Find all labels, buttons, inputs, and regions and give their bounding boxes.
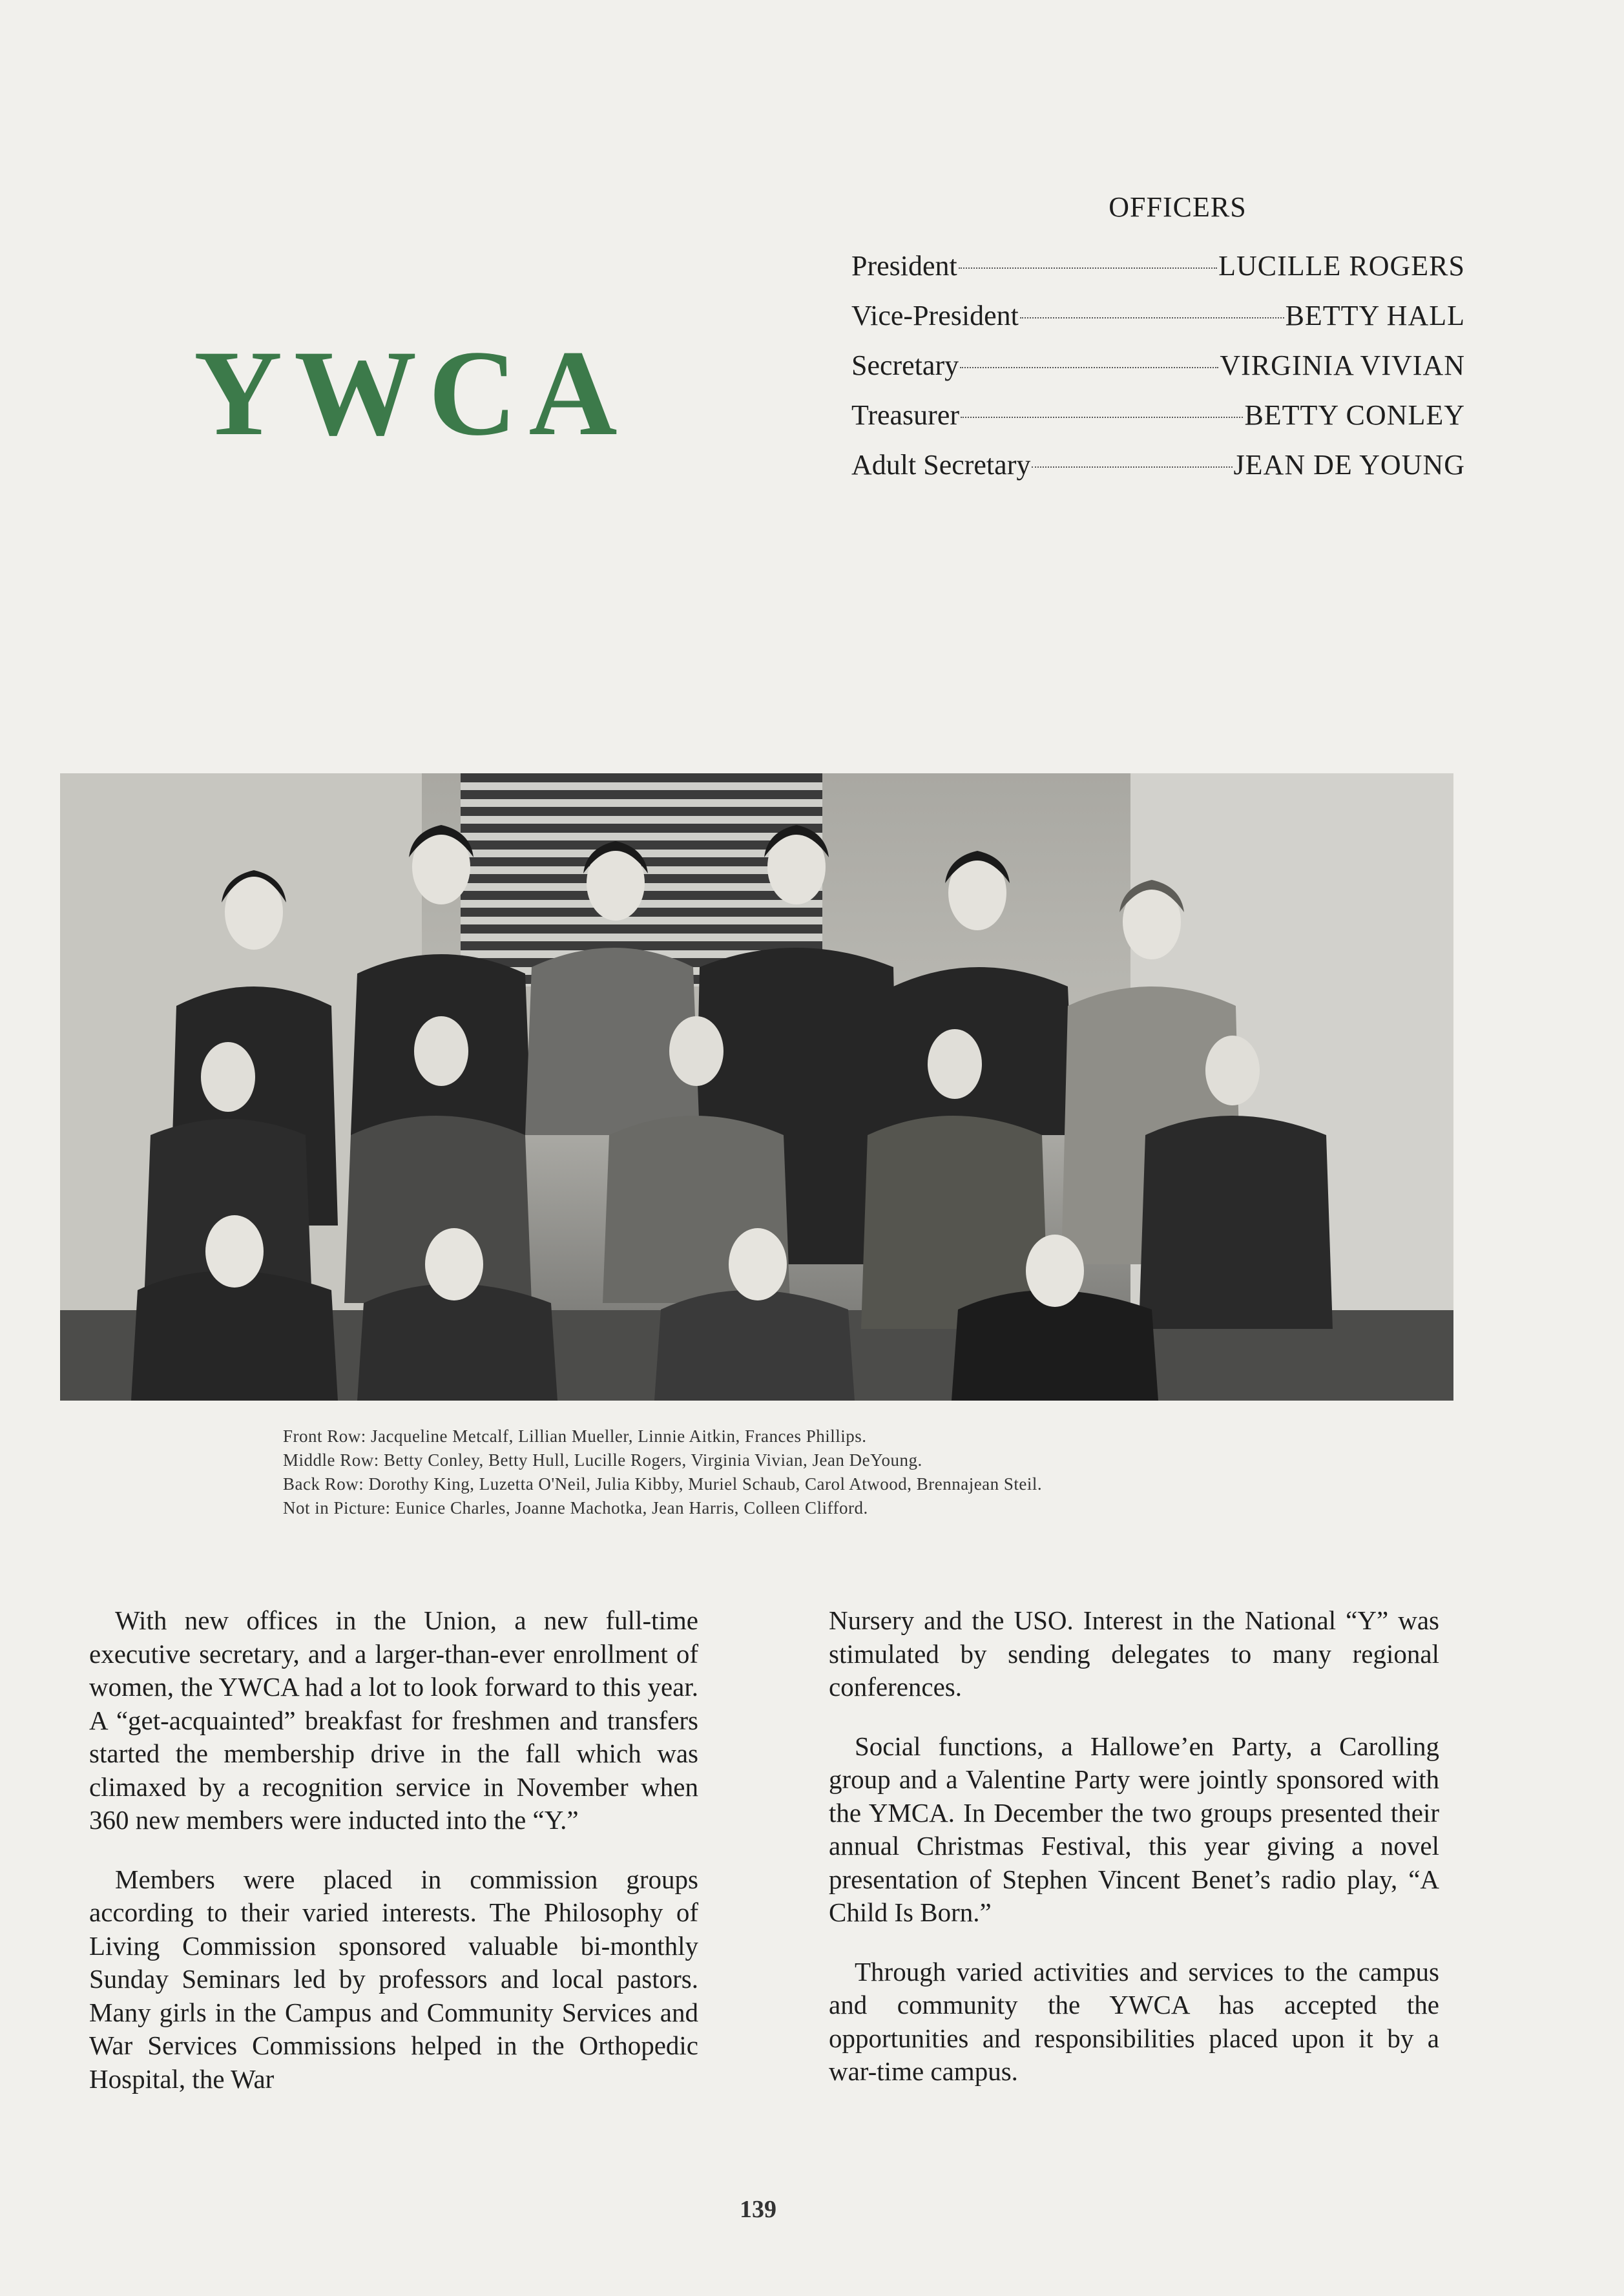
page-number: 139: [740, 2196, 776, 2223]
photo-caption: [283, 1425, 1042, 1520]
photo-figures: [60, 773, 1453, 1401]
officer-row-secretary: [851, 349, 1465, 399]
caption-middle-row: Middle Row: Betty Conley, Betty Hull, Lucille Rogers, Virginia Vivian, Jean DeYoung.: [283, 1450, 922, 1470]
officers-heading: OFFICERS: [1109, 191, 1247, 223]
caption-front-row: Front Row: Jacqueline Metcalf, Lillian Mueller, Linnie Aitkin, Frances Phillips.: [283, 1426, 867, 1446]
page-title: YWCA: [194, 326, 629, 461]
body-paragraph: Members were placed in commission groups according to their varied interests. The Philosophy of Living Commission sponsored valuable bi-monthly Sunday Seminars led by professors and local pastors. Many girls in the Campus and Community Services and War Services Commissions helped in the Orthopedic Hospital, the War: [89, 1864, 698, 2094]
body-column-right: [829, 1604, 1439, 2114]
body-paragraph: Nursery and the USO. Interest in the National “Y” was stimulated by sending delegates to many regional conferences.: [829, 1605, 1439, 1702]
officer-name: BETTY HALL: [1285, 300, 1465, 331]
leader-dots: [961, 417, 1243, 418]
group-photo: [60, 773, 1453, 1401]
officer-role: Adult Secretary: [851, 449, 1031, 481]
officer-row-president: [851, 249, 1465, 299]
leader-dots: [1032, 466, 1232, 468]
body-paragraph: Through varied activities and services to the campus and community the YWCA has accepted the opportunities and responsibilities placed upon it by a war-time campus.: [829, 1956, 1439, 2086]
officer-row-vice-president: [851, 299, 1465, 349]
officer-row-treasurer: [851, 399, 1465, 448]
leader-dots: [1020, 317, 1284, 318]
officers-list: [851, 191, 1465, 498]
officer-role: Treasurer: [851, 399, 959, 431]
leader-dots: [960, 367, 1218, 368]
caption-back-row: Back Row: Dorothy King, Luzetta O'Neil, Julia Kibby, Muriel Schaub, Carol Atwood, Brennajean Steil.: [283, 1474, 1043, 1494]
officer-name: JEAN DE YOUNG: [1233, 449, 1465, 481]
body-column-left: [89, 1604, 698, 2122]
officer-role: Vice-President: [851, 300, 1019, 331]
caption-not-in-picture: Not in Picture: Eunice Charles, Joanne Machotka, Jean Harris, Colleen Clifford.: [283, 1498, 868, 1518]
body-paragraph: With new offices in the Union, a new full-time executive secretary, and a larger-than-ever enrollment of women, the YWCA had a lot to look forward to this year. A “get-acquainted” breakfast for freshmen and transfers started the membership drive in the fall which was climaxed by a recognition service in November when 360 new members were inducted into the “Y.”: [89, 1605, 698, 1835]
officer-role: Secretary: [851, 350, 959, 381]
officer-name: BETTY CONLEY: [1244, 399, 1465, 431]
officer-name: VIRGINIA VIVIAN: [1220, 350, 1465, 381]
leader-dots: [959, 267, 1217, 269]
body-paragraph: Social functions, a Hallowe’en Party, a Carolling group and a Valentine Party were jointly sponsored with the YMCA. In December the two groups presented their annual Christmas Festival, this year giving a novel presentation of Stephen Vincent Benet’s radio play, “A Child Is Born.”: [829, 1731, 1439, 1927]
officer-name: LUCILLE ROGERS: [1218, 250, 1465, 282]
officer-role: President: [851, 250, 957, 282]
officer-row-adult-secretary: [851, 448, 1465, 498]
